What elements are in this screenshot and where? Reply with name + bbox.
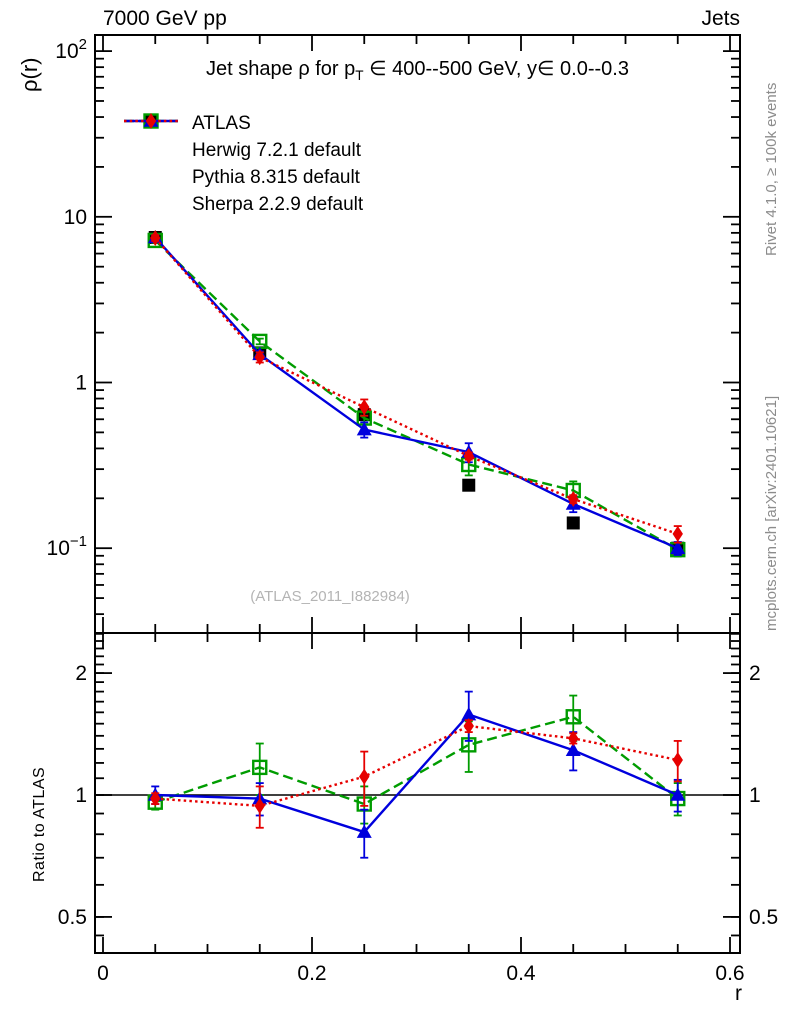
plot-title-sub: T <box>355 68 364 83</box>
plot-title-pre: Jet shape ρ for p <box>206 58 356 80</box>
plot-title <box>95 56 740 83</box>
process-label: Jets <box>701 7 740 30</box>
series-pythia <box>148 230 686 858</box>
legend-label-sherpa: Sherpa 2.2.9 default <box>192 193 364 215</box>
svg-text:2: 2 <box>749 662 761 686</box>
legend-row-sherpa <box>123 191 363 218</box>
plot-title-post: ∈ 400--500 GeV, y∈ 0.0--0.3 <box>363 58 629 80</box>
legend-sample-sherpa <box>123 110 179 132</box>
svg-text:102: $10^2$ <box>55 36 87 64</box>
svg-text:0.2: 0.2 <box>297 962 327 985</box>
svg-text:1: 1 <box>75 784 87 807</box>
series-herwig <box>149 234 685 824</box>
legend-row-herwig <box>123 137 363 164</box>
legend-marker-herwig <box>123 140 179 162</box>
svg-text:0.5: 0.5 <box>749 905 779 929</box>
y-axis-label-ratio: Ratio to ATLAS <box>31 766 48 882</box>
svg-text:0.5: 0.5 <box>57 905 87 929</box>
svg-text:10: 10 <box>63 205 87 229</box>
series-atlas <box>149 231 685 555</box>
legend-row-pythia <box>123 164 363 191</box>
svg-text:0.4: 0.4 <box>506 962 536 985</box>
svg-text:2: 2 <box>75 662 87 686</box>
svg-text:10−1: $10^{-1}$ <box>46 533 87 561</box>
legend-label-atlas: ATLAS <box>192 112 251 134</box>
y-axis-label-main: ρ(r) <box>17 57 42 92</box>
legend-marker-sherpa <box>123 194 179 216</box>
svg-text:1: 1 <box>75 371 87 395</box>
svg-text:0.6: 0.6 <box>715 962 745 985</box>
analysis-id-watermark: (ATLAS_2011_I882984) <box>250 588 410 605</box>
legend-label-herwig: Herwig 7.2.1 default <box>192 139 361 161</box>
legend-label-pythia: Pythia 8.315 default <box>192 166 360 188</box>
beam-energy-label: 7000 GeV pp <box>103 7 227 30</box>
rivet-version-caption: Rivet 4.1.0, ≥ 100k events <box>763 82 780 256</box>
svg-text:1: 1 <box>749 784 761 807</box>
legend <box>123 110 363 218</box>
x-axis-label: r <box>735 982 742 1005</box>
svg-text:0: 0 <box>97 962 109 985</box>
legend-marker-pythia <box>123 167 179 189</box>
mcplots-site-caption: mcplots.cern.ch [arXiv:2401.10621] <box>763 395 780 631</box>
